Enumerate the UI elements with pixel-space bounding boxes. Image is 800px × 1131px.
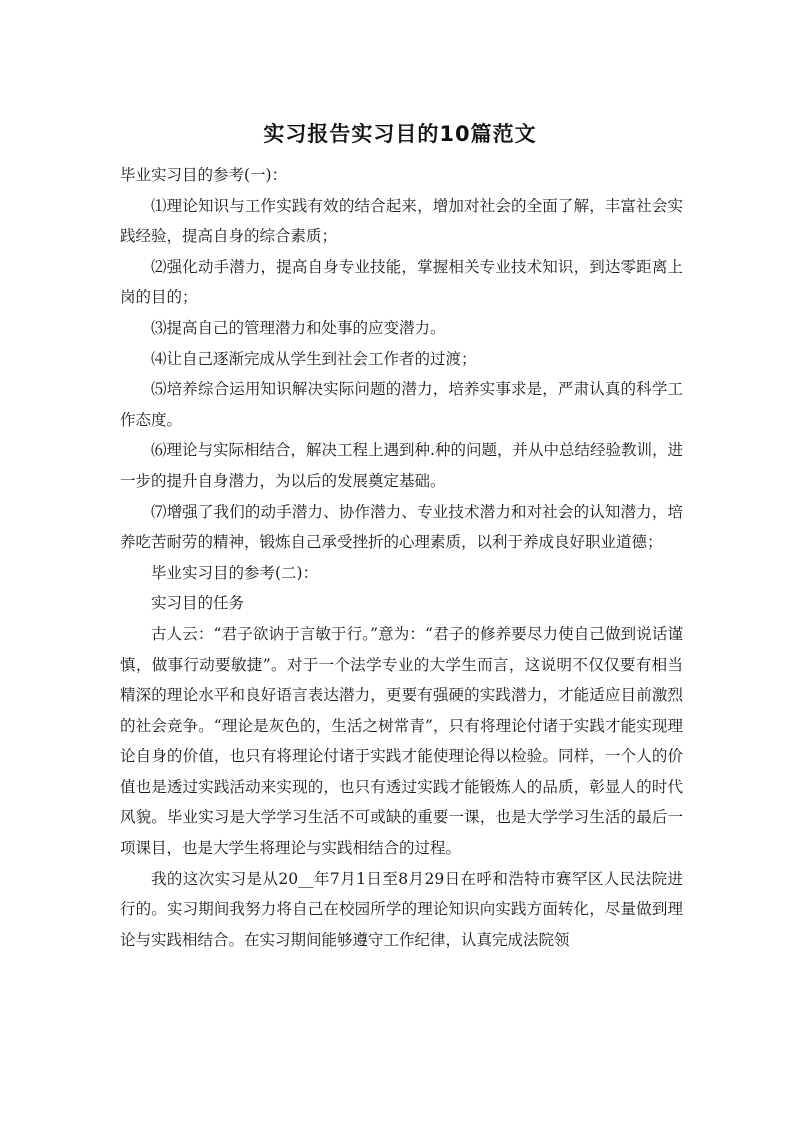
body-paragraph: 古人云：“君子欲讷于言敏于行。”意为：“君子的修养要尽力使自己做到说话谨慎，做事行动要敏捷”。对于一个法学专业的大学生而言，这说明不仅仅要有相当精深的理论水平和良好语言表达潜力，更要有强硬的实践潜力，才能适应目前激烈的社会竞争。“理论是灰色的，生活之树常青”，只有将理论付诸于实践才能实现理论自身的价值，也只有将理论付诸于实践才能使理论得以检验。同样，一个人的价值也是透过实践活动来实现的，也只有透过实践才能锻炼人的品质，彰显人的时代风貌。毕业实习是大学学习生活不可或缺的重要一课，也是大学学习生活的最后一项课目，也是大学生将理论与实践相结合的过程。 <box>120 624 683 858</box>
document-body <box>120 160 683 955</box>
paragraph-item-2: ⑵强化动手潜力，提高自身专业技能，掌握相关专业技术知识，到达零距离上岗的目的； <box>120 257 683 307</box>
paragraph-item-1: ⑴理论知识与工作实践有效的结合起来，增加对社会的全面了解，丰富社会实践经验，提高自身的综合素质； <box>120 196 683 246</box>
section-heading-2: 毕业实习目的参考(二)： <box>151 563 319 582</box>
section-heading-1: 毕业实习目的参考(一)： <box>120 166 288 184</box>
paragraph-item-7: ⑺增强了我们的动手潜力、协作潜力、专业技术潜力和对社会的认知潜力，培养吃苦耐劳的精神，锻炼自己承受挫折的心理素质，以利于养成良好职业道德； <box>120 502 683 552</box>
paragraph-item-3: ⑶提高自己的管理潜力和处事的应变潜力。 <box>151 318 446 337</box>
subsection-heading: 实习目的任务 <box>151 594 245 613</box>
body-paragraph: 我的这次实习是从20__年7月1日至8月29日在呼和浩特市赛罕区人民法院进行的。实习期间我努力将自己在校园所学的理论知识向实践方面转化，尽量做到理论与实践相结合。在实习期间能够遵守工作纪律，认真完成法院领 <box>120 869 683 949</box>
document-title: 实习报告实习目的10篇范文 <box>263 122 537 146</box>
paragraph-item-6: ⑹理论与实际相结合，解决工程上遇到种.种的问题，并从中总结经验教训，进一步的提升自身潜力，为以后的发展奠定基础。 <box>120 441 683 490</box>
paragraph-item-5: ⑸培养综合运用知识解决实际问题的潜力，培养实事求是，严肃认真的科学工作态度。 <box>120 380 683 429</box>
paragraph-item-4: ⑷让自己逐渐完成从学生到社会工作者的过渡； <box>151 349 477 368</box>
